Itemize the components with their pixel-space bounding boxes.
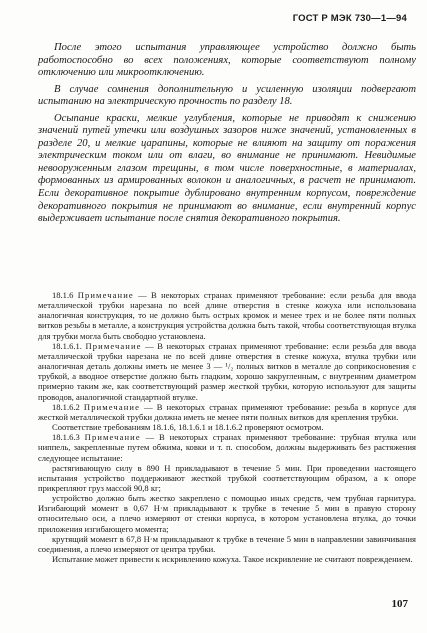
note-label: Примечание: [85, 340, 142, 351]
page-number: 107: [391, 598, 408, 610]
compliance-paragraph: Соответствие требованиям 18.1.6, 18.1.6.1 и 18.1.6.2 проверяют осмотром.: [52, 422, 324, 433]
notes-section: [38, 290, 416, 564]
italic-paragraph: После этого испытания управляющее устройство должно быть работоспособно во всех положениях, которые соответствуют полному отключению или микроотключению.: [38, 42, 416, 79]
note-paragraph: [38, 290, 416, 341]
note-text: — В некоторых странах применяют требование: резьба в корпусе для жесткой металлической трубки должна иметь не менее пяти полных витков для крепления трубки.: [38, 401, 417, 422]
test-paragraph: растягивающую силу в 890 Н прикладывают в течение 5 мин. При проведении настоящего испытания устройство поддерживают жесткой трубкой соответствующим образом, а к опоре прикрепляют груз массой 90,8 кг;: [38, 462, 416, 493]
italic-paragraph: В случае сомнения дополнительную и усиленную изоляции подвергают испытанию на электрическую прочность по разделу 18.: [38, 83, 416, 108]
note-text: — В некоторых странах применяют требование: трубная втулка или ниппель, закрепленные путем обжима, ковки и т. п. способом, должны выдерживать без растяжения следующее испытание:: [38, 432, 417, 463]
note-number: 18.1.6.1.: [52, 340, 82, 351]
note-label: Примечание: [77, 290, 134, 300]
page-header-standard-title: ГОСТ Р МЭК 730—1—94: [292, 13, 407, 24]
test-paragraph: Испытание может привести к искривлению кожуха. Такое искривление не считают повреждением.: [52, 554, 413, 565]
note-label: Примечание: [83, 401, 140, 412]
italic-section: [38, 42, 416, 226]
note-number: 18.1.6.2: [52, 401, 80, 412]
note-paragraph: [38, 341, 416, 402]
note-text: — В некоторых странах применяют требование: если резьба для ввода металлической трубки нарезана по всей длине отверстия в стенке кожуха или использована аналогичная конструкция, то не должно быть острых кромок и менее трех и не более пяти полных витков резьбы в металле, а конструкция устройства должна быть такой, чтобы соответствующая втулка для трубки могла быть свободно установлена.: [38, 290, 416, 341]
note-paragraph: [38, 432, 416, 462]
test-paragraph: крутящий момент в 67,8 Н·м прикладывают к трубке в течение 5 мин в направлении завинчивания соединения, а плечо измеряют от центра трубки.: [38, 533, 416, 554]
note-text: — В некоторых странах применяют требование: если резьба для ввода металлической трубки нарезана не по всей длине отверстия в стенке кожуха, втулка трубки или аналогичная деталь должны иметь не менее 3 — ¹/₂ полных витков в металле до соприкосновения с трубкой, а вводное отверстие должно быть гладким, хорошо закругленным, с внутренним диаметром примерно таким же, как соответствующий размер жесткой трубки, которую используют для защиты проводов, аналогичной стандартной втулке.: [38, 340, 416, 402]
note-paragraph: [38, 402, 416, 422]
test-paragraph: устройство должно быть жестко закреплено с помощью иных средств, чем трубная гарнитура. Изгибающий момент в 0,67 Н·м прикладывают к трубке в течение 5 мин в правую сторону относительно оси, а плечо измеряют от стенки корпуса, в котором установлена втулка, до точки приложения изгибающего момента;: [38, 493, 416, 534]
italic-paragraph: Осыпание краски, мелкие углубления, которые не приводят к снижению значений путей утечки или воздушных зазоров ниже значений, установленных в разделе 20, и мелкие царапины, которые не влияют на защиту от поражения электрическим током или от влаги, во внимание не принимают. Невидимые невооруженным глазом трещины, в том числе поверхностные, в материалах, формованных из армированных волокон и аналогичных, в расчет не принимают. Если декоративное покрытие дублировано внутренним корпусом, повреждение декоративного покрытия не принимают во внимание, если внутренний корпус выдерживает испытание после снятия декоративного покрытия.: [38, 112, 416, 225]
note-number: 18.1.6: [52, 290, 74, 300]
note-number: 18.1.6.3: [52, 432, 80, 443]
note-label: Примечание: [84, 432, 141, 443]
